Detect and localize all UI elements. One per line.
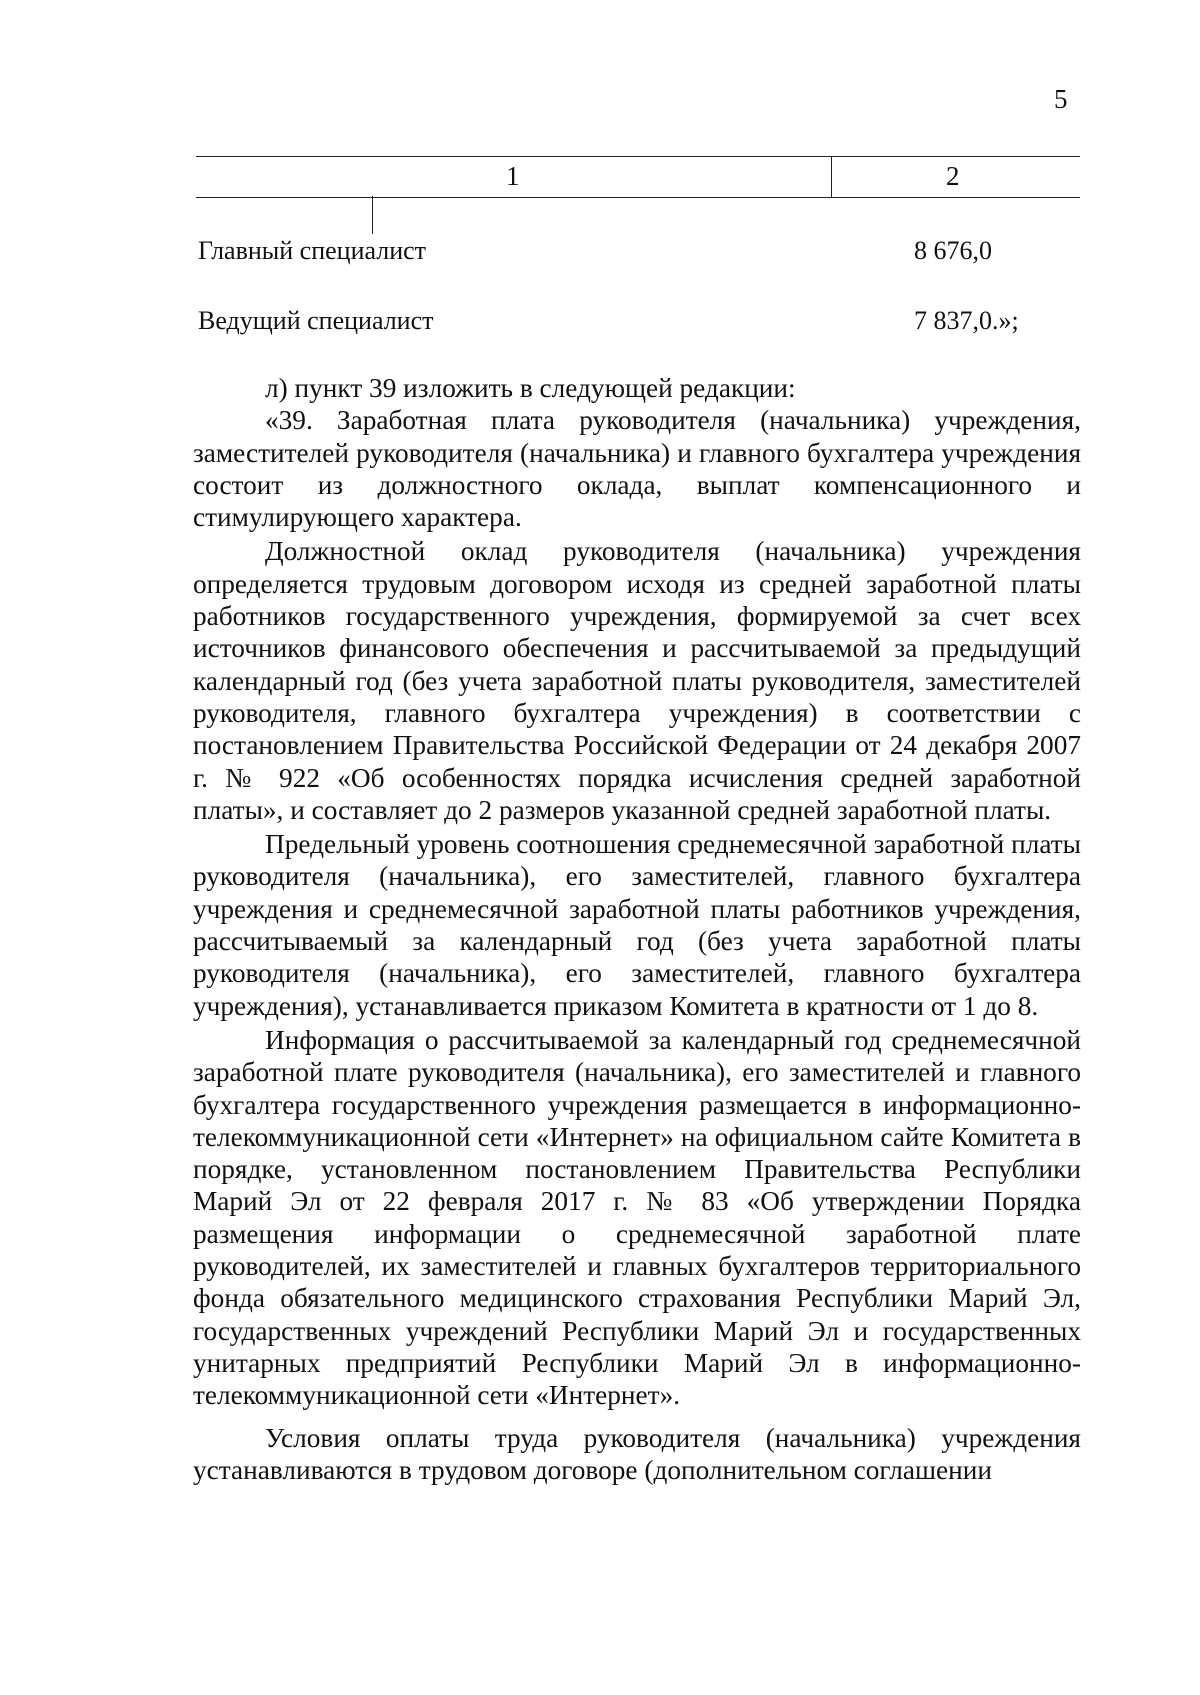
table-row xyxy=(198,306,1019,336)
paragraph: Должностной оклад руководителя (начальника) учреждения определяется трудовым договором исходя из средней заработной платы работников государственного учреждения, формируемой за счет всех источников финансового обеспечения и рассчитываемой за предыдущий календарный год (без учета заработной платы руководителя, заместителей руководителя, главного бухгалтера учреждения) в соответствии с постановлением Правительства Российской Федерации от 24 декабря 2007 г. № 922 «Об особенностях порядка исчисления средней заработной платы», и составляет до 2 размеров указанной средней заработной платы. xyxy=(193,536,1081,825)
paragraph: Предельный уровень соотношения среднемесячной заработной платы руководителя (начальника), его заместителей, главного бухгалтера учреждения и среднемесячной заработной платы работников учреждения, рассчитываемый за календарный год (без учета заработной платы руководителя (начальника), его заместителей, главного бухгалтера учреждения), устанавливается приказом Комитета в кратности от 1 до 8. xyxy=(193,829,1081,1021)
paragraph: Информация о рассчитываемой за календарный год среднемесячной заработной плате руководителя (начальника), его заместителей и главного бухгалтера государственного учреждения размещается в информационно-телекоммуникационной сети «Интернет» на официальном сайте Комитета в порядке, установленном постановлением Правительства Республики Марий Эл от 22 февраля 2017 г. № 83 «Об утверждении Порядка размещения информации о среднемесячной заработной плате руководителей, их заместителей и главных бухгалтеров территориального фонда обязательного медицинского страхования Республики Марий Эл, государственных учреждений Республики Марий Эл и государственных унитарных предприятий Республики Марий Эл в информационно-телекоммуникационной сети «Интернет». xyxy=(193,1024,1081,1411)
position-name: Главный специалист xyxy=(198,236,427,265)
table-stub-line xyxy=(372,196,373,234)
paragraph: «39. Заработная плата руководителя (начальника) учреждения, заместителей руководителя (начальника) и главного бухгалтера учреждения состоит из должностного оклада, выплат компенсационного и стимулирующего характера. xyxy=(193,405,1081,533)
page-number: 5 xyxy=(1054,84,1068,114)
column-divider xyxy=(831,157,832,197)
salary-value: 8 676,0 xyxy=(914,236,992,265)
position-name: Ведущий специалист xyxy=(198,306,434,335)
column-header-2: 2 xyxy=(946,161,960,191)
table-header xyxy=(196,156,1080,198)
paragraph: Условия оплаты труда руководителя (начальника) учреждения устанавливаются в трудовом договоре (дополнительном соглашении xyxy=(193,1422,1081,1485)
document-body xyxy=(193,372,1081,1486)
column-header-1: 1 xyxy=(506,161,520,191)
salary-value: 7 837,0.»; xyxy=(914,306,1019,335)
table-row xyxy=(198,236,1002,266)
paragraph-subitem: л) пункт 39 изложить в следующей редакции: xyxy=(265,373,796,403)
